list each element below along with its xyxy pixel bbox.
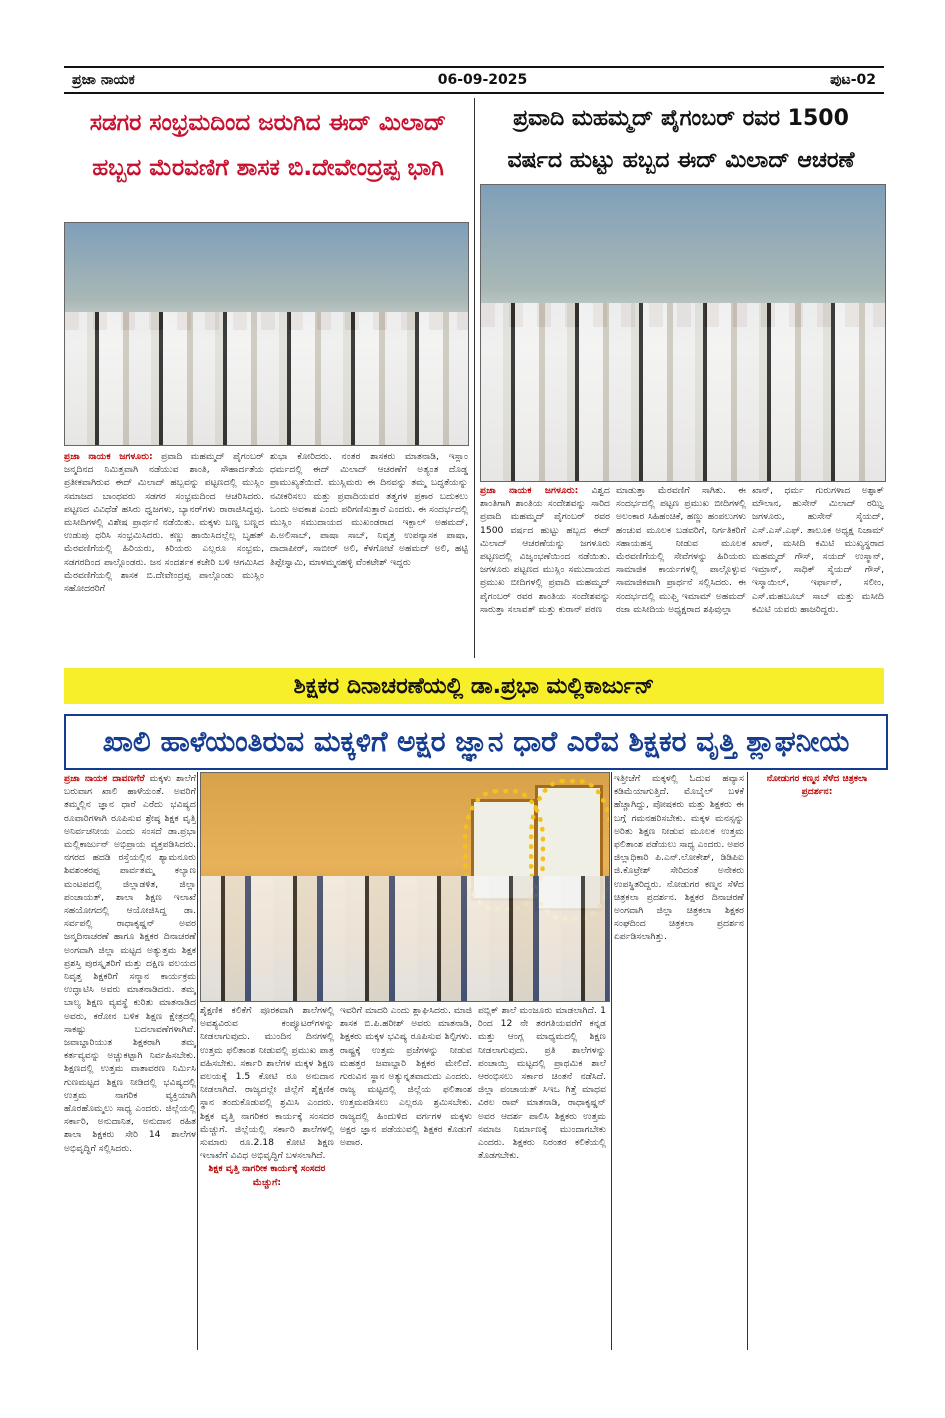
story3-dateline: ಪ್ರಜಾ ನಾಯಕ ದಾವಣಗೆರೆ	[64, 773, 145, 784]
story2-column-3	[752, 484, 884, 660]
story3-column-6	[750, 772, 884, 1350]
story3-subhead-2: ನೋಡುಗರ ಕಣ್ಮನ ಸೆಳೆದ ಚಿತ್ರಕಲಾ ಪ್ರದರ್ಶನ:	[766, 773, 868, 798]
column-divider	[474, 98, 475, 658]
story2-column-1	[480, 484, 610, 660]
paper-name: ಪ್ರಜಾ ನಾಯಕ	[72, 72, 135, 88]
story2-text-1: ವಿಶ್ವದ ಶಾಂತಿಗಾಗಿ ಶಾಂತಿಯ ಸಂದೇಶವನ್ನು ಸಾರಿದ ಪ್ರವಾದಿ ಮಹಮ್ಮದ್ ಪೈಗಂಬರ್ ರವರ 1500 ವರ್ಷದ ಹುಟ್ಟು ಹಬ್ಬದ ಈದ್ ಮಿಲಾದ್ ಆಚರಣೆಯನ್ನು ಜಗಳೂರು ಪಟ್ಟಣದಲ್ಲಿ ವಿಜೃಂಭಣೆಯಿಂದ ನಡೆಯಿತು. ಜಗಳೂರು ಪಟ್ಟಣದ ಮುಸ್ಲಿಂ ಸಮುದಾಯದ ಪ್ರಮುಖ ಬೀದಿಗಳಲ್ಲಿ ಪ್ರವಾದಿ ಮಹಮ್ಮದ್ ಪೈಗಂಬರ್ ರವರ ಶಾಂತಿಯ ಸಂದೇಶವನ್ನು ಸಾರುತ್ತಾ ಸಲಾವತ್ ಮತ್ತು ಕುರಾನ್ ಪಠಣ	[480, 485, 610, 615]
story2-photo	[480, 184, 886, 482]
story1-column-2	[270, 450, 468, 660]
story1-headline	[64, 98, 472, 208]
masthead	[64, 66, 884, 94]
story3-headline-box	[64, 714, 888, 770]
story3-column-5	[614, 772, 744, 1350]
story1-dateline: ಪ್ರಜಾ ನಾಯಕ ಜಗಳೂರು:	[64, 451, 153, 462]
story2-column-2	[616, 484, 746, 660]
story1-text-2: ಶುಭಾ ಕೋರಿದರು. ನಂತರ ಶಾಸಕರು ಮಾತನಾಡಿ, ಇಸ್ಲಾಂ ಧರ್ಮದಲ್ಲಿ ಈದ್ ಮಿಲಾದ್ ಆಚರಣೆಗೆ ಅತ್ಯಂತ ದೊಡ್ಡ ಪ್ರಾಮುಖ್ಯತೆಯಿದೆ. ಮುಸ್ಲಿಮರು ಈ ದಿನವನ್ನು ತಮ್ಮ ಬದ್ಧತೆಯನ್ನು ನವೀಕರಿಸಲು ಮತ್ತು ಪ್ರವಾದಿಯವರ ತತ್ವಗಳ ಪ್ರಕಾರ ಬದುಕಲು ಒಂದು ಅವಕಾಶ ಎಂದು ಪರಿಗಣಿಸುತ್ತಾರೆ ಎಂದರು. ಈ ಸಂದರ್ಭದಲ್ಲಿ ಮುಸ್ಲಿಂ ಸಮುದಾಯದ ಮುಖಂಡರಾದ ಇಕ್ಬಾಲ್ ಅಹಮದ್, ಪಿ.ಅಲಿಸಾಬ್, ಪಾಷಾ ಸಾಬ್, ನಿವೃತ್ತ ಉಪನ್ಯಾಸಕ ಪಾಷಾ, ದಾದಾಪೀರ್, ಸಾಬೀರ್ ಅಲಿ, ಕೆಳಗೋಟೆ ಅಹಮದ್ ಅಲಿ, ಹಟ್ಟಿ ತಿಪ್ಪೇಸ್ವಾಮಿ, ಮಾಳಮ್ಮನಹಳ್ಳಿ ವೆಂಕಟೇಶ್ ಇದ್ದರು	[270, 451, 468, 568]
teachers-day-band	[64, 668, 884, 704]
story3-text-3: ಇವರಿಗೆ ಮಾದರಿ ಎಂದು ಶ್ಲಾಘಿಸಿದರು. ಮಾಜಿ ಶಾಸಕ ಬಿ.ಪಿ.ಹರೀಶ್ ಅವರು ಮಾತನಾಡಿ, ಶಿಕ್ಷಕರು ಮಕ್ಕಳ ಭವಿಷ್ಯ ರೂಪಿಸುವ ಶಿಲ್ಪಿಗಳು. ರಾಷ್ಟ್ರಕ್ಕೆ ಉತ್ತಮ ಪ್ರಜೆಗಳನ್ನು ನೀಡುವ ಮಹತ್ತರ ಜವಾಬ್ದಾರಿ ಶಿಕ್ಷಕರ ಮೇಲಿದೆ. ಗುರುವಿನ ಸ್ಥಾನ ಅತ್ಯುನ್ನತವಾದುದು ಎಂದರು. ರಾಜ್ಯ ಮಟ್ಟದಲ್ಲಿ ಜಿಲ್ಲೆಯ ಫಲಿತಾಂಶ ಉತ್ತಮಪಡಿಸಲು ಎಲ್ಲರೂ ಶ್ರಮಿಸಬೇಕು. ರಾಜ್ಯದಲ್ಲಿ ಹಿಂದುಳಿದ ವರ್ಗಗಳ ಮಕ್ಕಳು ಅಕ್ಷರ ಜ್ಞಾನ ಪಡೆಯುವಲ್ಲಿ ಶಿಕ್ಷಕರ ಕೊಡುಗೆ ಅಪಾರ.	[340, 1005, 472, 1149]
story3-text-1: ಮಕ್ಕಳು ಶಾಲೆಗೆ ಬರುವಾಗ ಖಾಲಿ ಹಾಳೆಯಂತೆ. ಅವರಿಗೆ ತಮ್ಮಲ್ಲಿನ ಜ್ಞಾನ ಧಾರೆ ಎರೆದು ಭವಿಷ್ಯದ ರೂವಾರಿಗಳಾಗಿ ರೂಪಿಸುವ ಶ್ರೇಷ್ಠ ಶಿಕ್ಷಕ ವೃತ್ತಿ ಅನಿರ್ವಚನೀಯ ಎಂದು ಸಂಸದೆ ಡಾ.ಪ್ರಭಾ ಮಲ್ಲಿಕಾರ್ಜುನ್ ಅಭಿಪ್ರಾಯ ವ್ಯಕ್ತಪಡಿಸಿದರು. ನಗರದ ಹದಡಿ ರಸ್ತೆಯಲ್ಲಿನ ಶ್ಯಾಮನೂರು ಶಿವಶಂಕರಪ್ಪ ಪಾರ್ವತಮ್ಮ ಕಲ್ಯಾಣ ಮಂಟಪದಲ್ಲಿ ಜಿಲ್ಲಾಡಳಿತ, ಜಿಲ್ಲಾ ಪಂಚಾಯತ್, ಶಾಲಾ ಶಿಕ್ಷಣ ಇಲಾಖೆ ಸಹಯೋಗದಲ್ಲಿ ಆಯೋಜಿಸಿದ್ದ ಡಾ. ಸರ್ವಪಲ್ಲಿ ರಾಧಾಕೃಷ್ಣನ್ ಅವರ ಜನ್ಮದಿನಾಚರಣೆ ಹಾಗೂ ಶಿಕ್ಷಕರ ದಿನಾಚರಣೆ ಅಂಗವಾಗಿ ಜಿಲ್ಲಾ ಮಟ್ಟದ ಅತ್ಯುತ್ತಮ ಶಿಕ್ಷಕ ಪ್ರಶಸ್ತಿ ಪುರಸ್ಕೃತರಿಗೆ ಮತ್ತು ದಕ್ಷಿಣ ವಲಯದ ನಿವೃತ್ತ ಶಿಕ್ಷಕರಿಗೆ ಸನ್ಮಾನ ಕಾರ್ಯಕ್ರಮ ಉದ್ಘಾಟಿಸಿ ಅವರು ಮಾತನಾಡಿದರು. ತಮ್ಮ ಬಾಲ್ಯ ಶಿಕ್ಷಣ ವ್ಯವಸ್ಥೆ ಕುರಿತು ಮಾತನಾಡಿದ ಅವರು, ಕರೋನ ಬಳಿಕ ಶಿಕ್ಷಣ ಕ್ಷೇತ್ರದಲ್ಲಿ ಸಾಕಷ್ಟು ಬದಲಾವಣೆಗಳಾಗಿವೆ. ಜವಾಬ್ದಾರಿಯುತ ಶಿಕ್ಷಕರಾಗಿ ತಮ್ಮ ಕರ್ತವ್ಯವನ್ನು ಅಚ್ಚುಕಟ್ಟಾಗಿ ನಿರ್ವಹಿಸಬೇಕು. ಶಿಕ್ಷಣದಲ್ಲಿ ಉತ್ತಮ ವಾತಾವರಣ ನಿರ್ಮಿಸಿ ಗುಣಮಟ್ಟದ ಶಿಕ್ಷಣ ನೀಡಿದಲ್ಲಿ ಭವಿಷ್ಯದಲ್ಲಿ ಉತ್ತಮ ನಾಗರಿಕ ವ್ಯಕ್ತಿಯಾಗಿ ಹೊರಹೊಮ್ಮಲು ಸಾಧ್ಯ ಎಂದರು. ಜಿಲ್ಲೆಯಲ್ಲಿ ಸರ್ಕಾರಿ, ಅನುದಾನಿತ, ಅನುದಾನ ರಹಿತ ಶಾಲಾ ಶಿಕ್ಷಕರು ಸೇರಿ 14 ಶಾಲೆಗಳ ಅಭಿವೃದ್ಧಿಗೆ ಸಲ್ಲಿಸಿದರು.	[64, 773, 196, 1154]
issue-date: 06-09-2025	[437, 72, 528, 88]
story2-headline	[478, 98, 884, 182]
teachers-day-band-text: ಶಿಕ್ಷಕರ ದಿನಾಚರಣೆಯಲ್ಲಿ ಡಾ.ಪ್ರಭಾ ಮಲ್ಲಿಕಾರ್ಜುನ್	[293, 673, 655, 699]
story1-photo	[64, 222, 469, 446]
story3-text-5: ಇತ್ತೀಚೆಗೆ ಮಕ್ಕಳಲ್ಲಿ ಓದುವ ಹವ್ಯಾಸ ಕಡಿಮೆಯಾಗುತ್ತಿದೆ. ಮೊಬೈಲ್ ಬಳಕೆ ಹೆಚ್ಚಾಗಿದ್ದು, ಪೋಷಕರು ಮತ್ತು ಶಿಕ್ಷಕರು ಈ ಬಗ್ಗೆ ಗಮನಹರಿಸಬೇಕು. ಮಕ್ಕಳ ಮನಸ್ಸನ್ನು ಅರಿತು ಶಿಕ್ಷಣ ನೀಡುವ ಮೂಲಕ ಉತ್ತಮ ಫಲಿತಾಂಶ ಪಡೆಯಲು ಸಾಧ್ಯ ಎಂದರು. ಅಪರ ಜಿಲ್ಲಾಧಿಕಾರಿ ಪಿ.ಎನ್.ಲೋಕೇಶ್, ಡಿಡಿಪಿಐ ಜಿ.ಕೊಟ್ರೇಶ್ ಸೇರಿದಂತೆ ಅನೇಕರು ಉಪಸ್ಥಿತರಿದ್ದರು. ನೋಡುಗರ ಕಣ್ಮನ ಸೆಳೆದ ಚಿತ್ರಕಲಾ ಪ್ರದರ್ಶನ. ಶಿಕ್ಷಕರ ದಿನಾಚರಣೆ ಅಂಗವಾಗಿ ಜಿಲ್ಲಾ ಚಿತ್ರಕಲಾ ಶಿಕ್ಷಕರ ಸಂಘದಿಂದ ಚಿತ್ರಕಲಾ ಪ್ರದರ್ಶನ ಏರ್ಪಡಿಸಲಾಗಿತ್ತು.	[614, 773, 744, 943]
story3-text-4: ಪಬ್ಲಿಕ್ ಶಾಲೆ ಮಂಜೂರು ಮಾಡಲಾಗಿದೆ. 1 ರಿಂದ 12 ನೇ ತರಗತಿಯವರೆಗೆ ಕನ್ನಡ ಮತ್ತು ಆಂಗ್ಲ ಮಾಧ್ಯಮದಲ್ಲಿ ಶಿಕ್ಷಣ ನೀಡಲಾಗುವುದು. ಪ್ರತಿ ಶಾಲೆಗಳನ್ನು ಪಂಚಾಯ್ತಿ ಮಟ್ಟದಲ್ಲಿ ಪ್ರಾಥಮಿಕ ಶಾಲೆ ಆರಂಭಿಸಲು ಸರ್ಕಾರ ಚಿಂತನೆ ನಡೆಸಿದೆ. ಜಿಲ್ಲಾ ಪಂಚಾಯತ್ ಸಿಇಒ ಗಿತ್ತೆ ಮಾಧವ ವಿಠಲ ರಾವ್ ಮಾತನಾಡಿ, ರಾಧಾಕೃಷ್ಣನ್ ಅವರ ಆದರ್ಶ ಪಾಲಿಸಿ ಶಿಕ್ಷಕರು ಉತ್ತಮ ಸಮಾಜ ನಿರ್ಮಾಣಕ್ಕೆ ಮುಂದಾಗಬೇಕು ಎಂದರು. ಶಿಕ್ಷಕರು ನಿರಂತರ ಕಲಿಕೆಯಲ್ಲಿ ತೊಡಗಬೇಕು.	[478, 1005, 606, 1162]
story3-subhead-1: ಶಿಕ್ಷಕ ವೃತ್ತಿ ನಾಗರೀಕ ಕಾರ್ಯಕ್ಕೆ ಸಂಸದರ ಮೆಚ್ಚುಗೆ:	[208, 1163, 326, 1188]
story3-photo	[200, 772, 610, 1002]
story3-text-2: ಶೈಕ್ಷಣಿಕ ಕಲಿಕೆಗೆ ಪೂರಕವಾಗಿ ಶಾಲೆಗಳಲ್ಲಿ ಅವಶ್ಯವಿರುವ ಕಂಪ್ಯೂಟರ್‌ಗಳನ್ನು ನೀಡಲಾಗುವುದು. ಮುಂದಿನ ದಿನಗಳಲ್ಲಿ ಉತ್ತಮ ಫಲಿತಾಂಶ ನೀಡುವಲ್ಲಿ ಪ್ರಮುಖ ಪಾತ್ರ ವಹಿಸಬೇಕು. ಸರ್ಕಾರಿ ಶಾಲೆಗಳ ಮಕ್ಕಳ ಶಿಕ್ಷಣ ವಲಯಕ್ಕೆ 1.5 ಕೋಟಿ ರೂ ಅನುದಾನ ನೀಡಲಾಗಿದೆ. ರಾಜ್ಯದಲ್ಲೇ ಜಿಲ್ಲೆಗೆ ಶೈಕ್ಷಣಿಕ ಸ್ಥಾನ ತಂದುಕೊಡುವಲ್ಲಿ ಶ್ರಮಿಸಿ ಎಂದರು. ಶಿಕ್ಷಕ ವೃತ್ತಿ ನಾಗರಿಕರ ಕಾರ್ಯಕ್ಕೆ ಸಂಸದರ ಮೆಚ್ಚುಗೆ. ಜಿಲ್ಲೆಯಲ್ಲಿ ಸರ್ಕಾರಿ ಶಾಲೆಗಳಲ್ಲಿ ಸುಮಾರು ರೂ.2.18 ಕೋಟಿ ಶಿಕ್ಷಣ ಇಲಾಖೆಗೆ ವಿವಿಧ ಅಭಿವೃದ್ಧಿಗೆ ಬಳಸಲಾಗಿದೆ.	[200, 1005, 334, 1162]
story2-text-2: ಮಾಡುತ್ತಾ ಮೆರವಣಿಗೆ ಸಾಗಿತು. ಈ ಸಂದರ್ಭದಲ್ಲಿ ಪಟ್ಟಣ ಪ್ರಮುಖ ಬೀದಿಗಳಲ್ಲಿ ಅಲಂಕಾರ ಸಿಹಿಹಂಚಿಕೆ, ಹಣ್ಣು ಹಂಪಲುಗಳು ಹಂಚುವ ಮೂಲಕ ಬಡವರಿಗೆ, ನಿರ್ಗತಿಕರಿಗೆ ಸಹಾಯಹಸ್ತ ನೀಡುವ ಮೂಲಕ ಮೆರವಣಿಗೆಯಲ್ಲಿ ಸೇವೆಗಳನ್ನು ಹಿರಿಯರು ಸಾಮಾಜಿಕ ಕಾರ್ಯಗಳಲ್ಲಿ ಪಾಲ್ಗೊಳ್ಳುವ ಸಾಮಾಜಿಕವಾಗಿ ಪ್ರಾರ್ಥನೆ ಸಲ್ಲಿಸಿದರು. ಈ ಸಂದರ್ಭದಲ್ಲಿ ಮುಫ್ತಿ ಇಮಾಮ್ ಅಹಮದ್ ರಜಾ ಮಸೀದಿಯ ಅಧ್ಯಕ್ಷರಾದ ಶಫಿವುಲ್ಲಾ	[616, 485, 746, 615]
story3-headline: ಖಾಲಿ ಹಾಳೆಯಂತಿರುವ ಮಕ್ಕಳಿಗೆ ಅಕ್ಷರ ಜ್ಞಾನ ಧಾರೆ ಎರೆವ ಶಿಕ್ಷಕರ ವೃತ್ತಿ ಶ್ಲಾಘನೀಯ	[102, 725, 850, 758]
story3-column-2	[200, 1004, 334, 1350]
story1-headline-line1: ಸಡಗರ ಸಂಭ್ರಮದಿಂದ ಜರುಗಿದ ಈದ್ ಮಿಲಾದ್	[89, 110, 447, 136]
story2-headline-line1: ಪ್ರವಾದಿ ಮಹಮ್ಮದ್ ಪೈಗಂಬರ್ ರವರ 1500	[513, 106, 849, 131]
story3-column-4	[478, 1004, 606, 1350]
story3-column-3	[340, 1004, 472, 1350]
story1-headline-line2: ಹಬ್ಬದ ಮೆರವಣಿಗೆ ಶಾಸಕ ಬಿ.ದೇವೇಂದ್ರಪ್ಪ ಭಾಗಿ	[92, 155, 444, 182]
story2-text-3: ಖಾನ್, ಧರ್ಮ ಗುರುಗಳಾದ ಅಶ್ಫಾಕ್ ಮೌಲಾನ, ಹುಸೇನ್ ಮಿಲಾದ್ ರಝ್ವಿ ಜಗಳೂರು, ಹುಸೇನ್ ಸೈಯದ್, ಎಸ್.ಎಸ್.ಎಫ್. ತಾಲೂಕ ಅಧ್ಯಕ್ಷ ನಿಜಾಮ್ ಖಾನ್, ಮಸೀದಿ ಕಮಿಟಿ ಮುಖ್ಯಸ್ಥರಾದ ಮಹಮ್ಮದ್ ಗೌಸ್, ಸಯದ್ ಉಸ್ಮಾನ್, ಇಮ್ರಾನ್, ಸಾಧಿಕ್ ಸೈಯದ್ ಗೌಸ್, ಇಸ್ಮಾಯಿಲ್, ಇರ್ಫಾನ್, ಸಲೀಂ, ಎಸ್.ಮಹಬೂಬ್ ಸಾಬ್ ಮತ್ತು ಮಸೀದಿ ಕಮಿಟಿ ಯವರು ಹಾಜರಿದ್ದರು.	[752, 485, 884, 615]
story2-headline-line2: ವರ್ಷದ ಹುಟ್ಟು ಹಬ್ಬದ ಈದ್ ಮಿಲಾದ್ ಆಚರಣೆ	[507, 147, 855, 173]
story2-dateline: ಪ್ರಜಾ ನಾಯಕ ಜಗಳೂರು:	[480, 485, 579, 496]
story1-text-1: ಪ್ರವಾದಿ ಮಹಮ್ಮದ್ ಪೈಗಂಬರ್ ಜನ್ಮದಿನದ ನಿಮಿತ್ತವಾಗಿ ನಡೆಯುವ ಶಾಂತಿ, ಸೌಹಾರ್ದತೆಯ ಪ್ರತೀಕವಾಗಿರುವ ಈದ್ ಮಿಲಾದ್ ಹಬ್ಬವನ್ನು ಪಟ್ಟಣದಲ್ಲಿ ಮುಸ್ಲಿಂ ಸಮಾಜದ ಬಾಂಧವರು ಸಡಗರ ಸಂಭ್ರಮದಿಂದ ಆಚರಿಸಿದರು. ಪಟ್ಟಣದ ವಿವಿಧೆಡೆ ಹಸಿರು ಧ್ವಜಗಳು, ಬ್ಯಾನರ್‌ಗಳು ರಾರಾಜಿಸಿದ್ದವು. ಮಸೀದಿಗಳಲ್ಲಿ ವಿಶೇಷ ಪ್ರಾರ್ಥನೆ ನಡೆಯಿತು. ಮಕ್ಕಳು ಬಣ್ಣ ಬಣ್ಣದ ಉಡುಪು ಧರಿಸಿ ಸಂಭ್ರಮಿಸಿದರು. ಕಣ್ಣು ಹಾಯಿಸಿದಲ್ಲೆಲ್ಲ ಬೃಹತ್ ಮೆರವಣಿಗೆಯಲ್ಲಿ ಹಿರಿಯರು, ಕಿರಿಯರು ಎಲ್ಲರೂ ಸಂಭ್ರಮ, ಸಡಗರದಿಂದ ಪಾಲ್ಗೊಂಡರು. ಜನ ಸಂದರ್ಶಕ ಕಚೇರಿ ಬಳಿ ಆಗಮಿಸಿದ ಮೆರವಣಿಗೆಯಲ್ಲಿ ಶಾಸಕ ಬಿ.ದೇವೇಂದ್ರಪ್ಪ ಪಾಲ್ಗೊಂಡು ಮುಸ್ಲಿಂ ಸಹೋದರರಿಗೆ	[64, 451, 264, 595]
page-number: ಪುಟ-02	[830, 72, 876, 88]
story3-column-1	[64, 772, 196, 1350]
story1-column-1	[64, 450, 264, 660]
